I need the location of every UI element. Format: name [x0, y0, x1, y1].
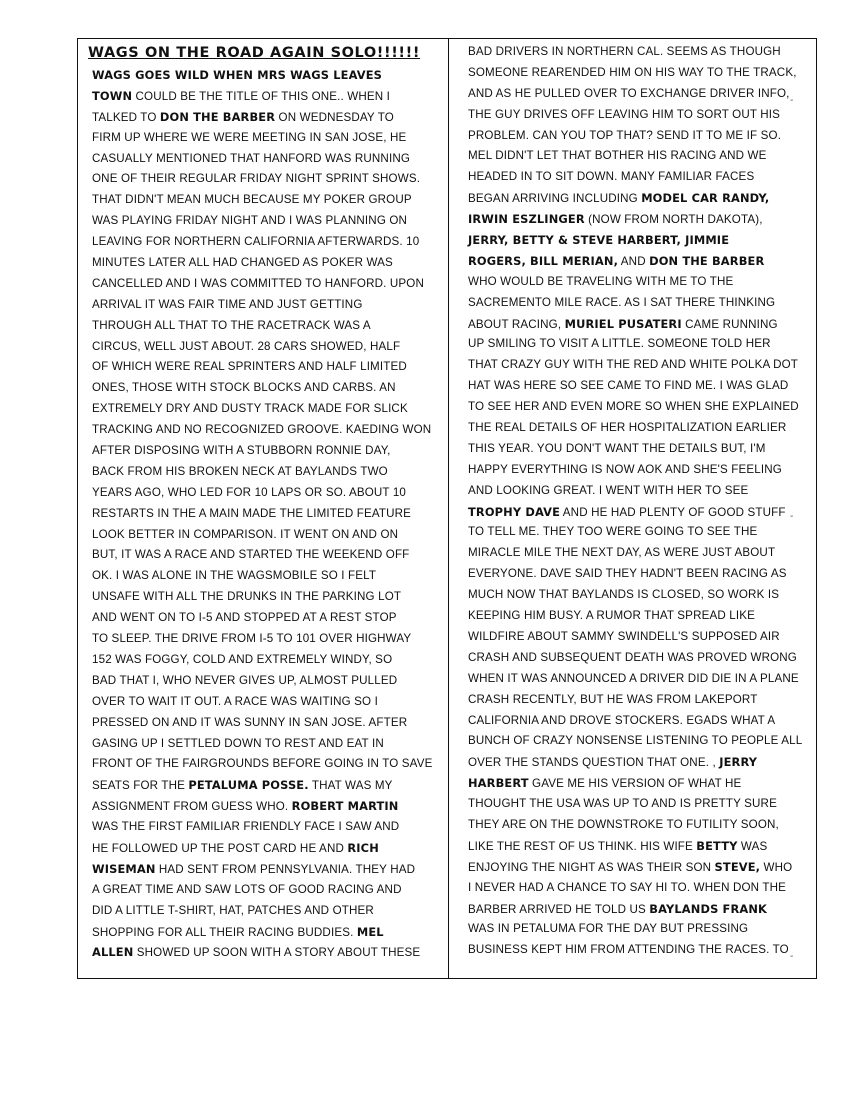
text-line	[468, 522, 803, 543]
text-line	[468, 606, 803, 627]
text-line	[92, 608, 438, 629]
text-run: FIRM UP WHERE WE WERE MEETING IN SAN JOSE, HE	[92, 130, 407, 144]
text-line	[92, 859, 438, 880]
right-column	[468, 42, 803, 961]
text-run: BUSINESS KEPT HIM FROM ATTENDING THE RACES. TO	[468, 943, 789, 957]
text-run: OVER TO WAIT IT OUT. A RACE WAS WAITING SO I	[92, 694, 378, 708]
text-run: THROUGH ALL THAT TO THE RACETRACK WAS A	[92, 318, 371, 332]
text-line	[468, 794, 803, 815]
text-run: WHO	[760, 860, 793, 874]
text-run: PROBLEM. CAN YOU TOP THAT? SEND IT TO ME IF SO.	[468, 128, 782, 142]
text-run: TALKED TO	[92, 110, 160, 124]
bold-name: BETTY	[696, 838, 738, 853]
text-line	[92, 441, 438, 462]
text-run: MIRACLE MILE THE NEXT DAY, AS WERE JUST ABOUT	[468, 546, 776, 560]
text-line	[92, 128, 438, 149]
article-frame	[77, 38, 817, 979]
text-run: THEY ARE ON THE DOWNSTROKE TO FUTILITY SOON,	[468, 817, 779, 831]
text-line	[468, 836, 803, 857]
text-run: CIRCUS, WELL JUST ABOUT. 28 CARS SHOWED, HALF	[92, 339, 401, 353]
text-run: ABOUT RACING,	[468, 317, 565, 331]
bold-name: JERRY, BETTY & STEVE HARBERT, JIMMIE	[468, 233, 730, 248]
bold-name: MEL	[356, 924, 384, 939]
text-line	[468, 209, 803, 230]
text-run: BEGAN ARRIVING INCLUDING	[468, 192, 642, 206]
right-column-text	[468, 42, 803, 961]
text-line	[92, 880, 438, 901]
text-line	[468, 773, 803, 794]
text-line	[468, 63, 803, 84]
bold-name: ALLEN	[92, 945, 134, 960]
text-line	[92, 692, 438, 713]
text-line	[468, 564, 803, 585]
text-line	[468, 334, 803, 355]
text-line	[468, 376, 803, 397]
text-line	[468, 460, 803, 481]
text-line	[468, 230, 803, 251]
text-line	[92, 901, 438, 922]
text-line	[468, 711, 803, 732]
column-divider	[448, 39, 449, 978]
text-run: WAS IN PETALUMA FOR THE DAY BUT PRESSING	[468, 922, 749, 936]
text-line	[92, 566, 438, 587]
text-run: ASSIGNMENT FROM GUESS WHO.	[92, 800, 292, 814]
text-run: HAT WAS HERE SO SEE CAME TO FIND ME. I WAS GLAD	[468, 379, 789, 393]
text-run: ONE OF THEIR REGULAR FRIDAY NIGHT SPRINT SHOWS.	[92, 172, 421, 186]
bold-name: STEVE,	[714, 859, 761, 874]
text-run: TO SEE HER AND EVEN MORE SO WHEN SHE EXPLAINED	[468, 400, 799, 414]
text-run: CAME RUNNING	[681, 317, 778, 331]
bold-name: WISEMAN	[92, 861, 156, 876]
text-run: (NOW FROM NORTH DAKOTA),	[584, 213, 763, 227]
text-run: CANCELLED AND I WAS COMMITTED TO HANFORD. UPON	[92, 276, 424, 290]
text-line	[92, 190, 438, 211]
bold-name: PETALUMA POSSE.	[188, 778, 309, 793]
text-line	[468, 418, 803, 439]
text-run: AND WENT ON TO I-5 AND STOPPED AT A REST STOP	[92, 611, 397, 625]
text-run: FRONT OF THE FAIRGROUNDS BEFORE GOING IN TO SAVE	[92, 757, 433, 771]
bold-name: TROPHY DAVE	[468, 504, 561, 519]
bold-name: DON THE BARBER	[649, 253, 765, 268]
text-line	[468, 481, 803, 502]
text-line	[92, 107, 438, 128]
left-column-text	[92, 65, 438, 963]
bold-name: WAGS GOES WILD WHEN MRS WAGS LEAVES	[92, 68, 383, 82]
bold-name: DON THE BARBER	[159, 109, 276, 124]
text-run: THAT WAS MY	[308, 779, 393, 793]
text-line	[92, 922, 438, 943]
text-run: OF WHICH WERE REAL SPRINTERS AND HALF LIMITED	[92, 360, 407, 374]
text-line	[92, 650, 438, 671]
text-run: MUCH NOW THAT BAYLANDS IS CLOSED, SO WORK IS	[468, 588, 780, 602]
text-run: PRESSED ON AND IT WAS SUNNY IN SAN JOSE. AFTER	[92, 715, 408, 729]
text-run: WILDFIRE ABOUT SAMMY SWINDELL'S SUPPOSED AIR	[468, 629, 780, 643]
bold-name: MURIEL PUSATERI	[564, 316, 682, 331]
text-run: RESTARTS IN THE A MAIN MADE THE LIMITED FEATURE	[92, 506, 412, 520]
text-line	[468, 126, 803, 147]
text-line	[468, 314, 803, 335]
text-run: BARBER ARRIVED HE TOLD US	[468, 902, 650, 916]
text-run: CASUALLY MENTIONED THAT HANFORD WAS RUNNING	[92, 151, 411, 165]
text-run: THAT CRAZY GUY WITH THE RED AND WHITE POLKA DOT	[468, 358, 798, 372]
text-line	[468, 648, 803, 669]
text-line	[92, 462, 438, 483]
text-run: ENJOYING THE NIGHT AS WAS THEIR SON	[468, 860, 715, 874]
text-line	[92, 86, 438, 107]
text-line	[92, 817, 438, 838]
text-run: BAD THAT I, WHO NEVER GIVES UP, ALMOST PULLED	[92, 673, 398, 687]
text-line	[92, 274, 438, 295]
text-line	[92, 149, 438, 170]
text-line	[92, 713, 438, 734]
text-line	[468, 167, 803, 188]
bold-name: TOWN	[92, 88, 133, 103]
text-line	[468, 543, 803, 564]
text-line	[468, 439, 803, 460]
margin-tick-mark: -	[790, 95, 794, 106]
text-line	[468, 857, 803, 878]
text-run: ONES, THOSE WITH STOCK BLOCKS AND CARBS. AN	[92, 381, 396, 395]
text-run: BUNCH OF CRAZY NONSENSE LISTENING TO PEOPLE ALL	[468, 734, 803, 748]
text-run: CALIFORNIA AND DROVE STOCKERS. EGADS WHAT A	[468, 713, 776, 727]
text-run: KEEPING HIM BUSY. A RUMOR THAT SPREAD LIKE	[468, 609, 755, 623]
bold-name: BAYLANDS FRANK	[649, 901, 768, 916]
text-run: LOOK BETTER IN COMPARISON. IT WENT ON AND ON	[92, 527, 399, 541]
text-run: BUT, IT WAS A RACE AND STARTED THE WEEKEND OFF	[92, 548, 410, 562]
text-line	[468, 731, 803, 752]
text-line	[468, 669, 803, 690]
text-line	[468, 251, 803, 272]
text-line	[92, 65, 438, 86]
text-run: A GREAT TIME AND SAW LOTS OF GOOD RACING AND	[92, 882, 402, 896]
text-run: COULD BE THE TITLE OF THIS ONE.. WHEN I	[132, 89, 391, 103]
bold-name: ROGERS, BILL MERIAN,	[468, 253, 619, 268]
text-line	[92, 253, 438, 274]
text-line	[468, 188, 803, 209]
text-run: HAD SENT FROM PENNSYLVANIA. THEY HAD	[155, 862, 416, 876]
bold-name: JERRY	[719, 755, 758, 770]
text-run: AND HE HAD PLENTY OF GOOD STUFF	[560, 505, 786, 519]
text-run: MINUTES LATER ALL HAD CHANGED AS POKER WAS	[92, 256, 393, 270]
text-run: GAVE ME HIS VERSION OF WHAT HE	[528, 777, 742, 791]
text-line	[92, 211, 438, 232]
text-run: TO SLEEP. THE DRIVE FROM I-5 TO 101 OVER HIGHWAY	[92, 632, 412, 646]
text-run: AND AS HE PULLED OVER TO EXCHANGE DRIVER INFO,	[468, 86, 790, 100]
text-run: UP SMILING TO VISIT A LITTLE. SOMEONE TOLD HER	[468, 337, 771, 351]
bold-name: HARBERT	[468, 776, 529, 791]
text-line	[92, 629, 438, 650]
text-line	[468, 627, 803, 648]
text-run: GASING UP I SETTLED DOWN TO REST AND EAT IN	[92, 736, 384, 750]
text-line	[468, 919, 803, 940]
text-line	[468, 397, 803, 418]
text-line	[92, 169, 438, 190]
text-run: AND LOOKING GREAT. I WENT WITH HER TO SEE	[468, 483, 749, 497]
text-line	[92, 420, 438, 441]
text-run: TO TELL ME. THEY TOO WERE GOING TO SEE THE	[468, 525, 758, 539]
text-run: THIS YEAR. YOU DON'T WANT THE DETAILS BUT, I'M	[468, 441, 766, 455]
text-run: LIKE THE REST OF US THINK. HIS WIFE	[468, 839, 697, 853]
text-run: LEAVING FOR NORTHERN CALIFORNIA AFTERWARDS. 10	[92, 235, 420, 249]
text-run: BAD DRIVERS IN NORTHERN CAL. SEEMS AS THOUGH	[468, 45, 781, 58]
text-run: THE REAL DETAILS OF HER HOSPITALIZATION EARLIER	[468, 421, 787, 435]
text-line	[92, 754, 438, 775]
left-column	[88, 43, 438, 963]
text-line	[468, 42, 803, 63]
text-line	[468, 940, 803, 961]
text-line	[92, 734, 438, 755]
bold-name: MODEL CAR RANDY,	[641, 191, 770, 206]
text-run: HE FOLLOWED UP THE POST CARD HE AND	[92, 841, 348, 855]
text-run: WAS THE FIRST FAMILIAR FRIENDLY FACE I SAW AND	[92, 820, 400, 834]
bold-name: IRWIN ESZLINGER	[468, 212, 585, 227]
text-line	[468, 272, 803, 293]
text-line	[468, 355, 803, 376]
text-run: WAS	[737, 839, 768, 853]
text-run: TRACKING AND NO RECOGNIZED GROOVE. KAEDING WON	[92, 423, 432, 437]
text-run: CRASH RECENTLY, BUT HE WAS FROM LAKEPORT	[468, 692, 758, 706]
text-line	[92, 545, 438, 566]
text-run: DID A LITTLE T-SHIRT, HAT, PATCHES AND OTHER	[92, 903, 374, 917]
text-run: THE GUY DRIVES OFF LEAVING HIM TO SORT OUT HIS	[468, 107, 781, 121]
text-run: HAPPY EVERYTHING IS NOW AOK AND SHE'S FEELING	[468, 462, 782, 476]
text-run: CRASH AND SUBSEQUENT DEATH WAS PROVED WRONG	[468, 650, 797, 664]
text-run: AFTER DISPOSING WITH A STUBBORN RONNIE DAY,	[92, 444, 391, 458]
text-line	[468, 690, 803, 711]
text-run: WHO WOULD BE TRAVELING WITH ME TO THE	[468, 274, 734, 288]
text-line	[468, 105, 803, 126]
text-line	[92, 775, 438, 796]
text-line	[468, 585, 803, 606]
text-run: EVERYONE. DAVE SAID THEY HADN'T BEEN RACING AS	[468, 567, 787, 581]
text-line	[468, 815, 803, 836]
text-run: WAS PLAYING FRIDAY NIGHT AND I WAS PLANNING ON	[92, 214, 408, 228]
text-run: SACREMENTO MILE RACE. AS I SAT THERE THINKING	[468, 295, 776, 309]
text-run: HEADED IN TO SIT DOWN. MANY FAMILIAR FACES	[468, 170, 755, 184]
text-run: SOMEONE REARENDED HIM ON HIS WAY TO THE TRACK,	[468, 65, 797, 79]
text-run: UNSAFE WITH ALL THE DRUNKS IN THE PARKING LOT	[92, 590, 402, 604]
text-line	[92, 295, 438, 316]
text-line	[92, 378, 438, 399]
text-run: SEATS FOR THE	[92, 779, 189, 793]
bold-name: ROBERT MARTIN	[291, 799, 399, 814]
text-run: THOUGHT THE USA WAS UP TO AND IS PRETTY SURE	[468, 797, 777, 811]
text-line	[92, 942, 438, 963]
text-run: WHEN IT WAS ANNOUNCED A DRIVER DID DIE IN A PLANE	[468, 671, 799, 685]
bold-name: RICH	[347, 840, 379, 855]
text-line	[468, 146, 803, 167]
text-run: SHOPPING FOR ALL THEIR RACING BUDDIES.	[92, 925, 357, 939]
text-run: OVER THE STANDS QUESTION THAT ONE. ,	[468, 756, 720, 770]
text-run: MEL DIDN'T LET THAT BOTHER HIS RACING AND WE	[468, 149, 767, 163]
article-title: WAGS ON THE ROAD AGAIN SOLO!!!!!!	[88, 45, 421, 61]
text-line	[92, 337, 438, 358]
text-run: AND	[618, 254, 650, 268]
text-line	[468, 752, 803, 773]
text-line	[92, 316, 438, 337]
text-line	[468, 502, 803, 523]
margin-tick-mark: -	[790, 511, 794, 522]
text-line	[92, 483, 438, 504]
text-line	[92, 838, 438, 859]
text-line	[92, 796, 438, 817]
text-run: SHOWED UP SOON WITH A STORY ABOUT THESE	[133, 946, 421, 960]
text-run: BACK FROM HIS BROKEN NECK AT BAYLANDS TWO	[92, 464, 388, 478]
text-run: ON WEDNESDAY TO	[275, 110, 394, 124]
text-line	[468, 878, 803, 899]
text-run: I NEVER HAD A CHANCE TO SAY HI TO. WHEN DON THE	[468, 880, 787, 894]
text-run: EXTREMELY DRY AND DUSTY TRACK MADE FOR SLICK	[92, 402, 408, 416]
text-run: ARRIVAL IT WAS FAIR TIME AND JUST GETTING	[92, 297, 363, 311]
text-line	[468, 293, 803, 314]
text-line	[92, 671, 438, 692]
text-line	[92, 525, 438, 546]
text-run: THAT DIDN'T MEAN MUCH BECAUSE MY POKER GROUP	[92, 193, 412, 207]
text-line	[92, 357, 438, 378]
margin-tick-mark: -	[790, 951, 794, 962]
text-line	[92, 399, 438, 420]
text-line	[92, 232, 438, 253]
text-run: YEARS AGO, WHO LED FOR 10 LAPS OR SO. ABOUT 10	[92, 485, 407, 499]
text-line	[92, 587, 438, 608]
text-run: 152 WAS FOGGY, COLD AND EXTREMELY WINDY, SO	[92, 652, 393, 666]
text-line	[92, 504, 438, 525]
text-line	[468, 84, 803, 105]
text-run: OK. I WAS ALONE IN THE WAGSMOBILE SO I FELT	[92, 569, 377, 583]
text-line	[468, 899, 803, 920]
